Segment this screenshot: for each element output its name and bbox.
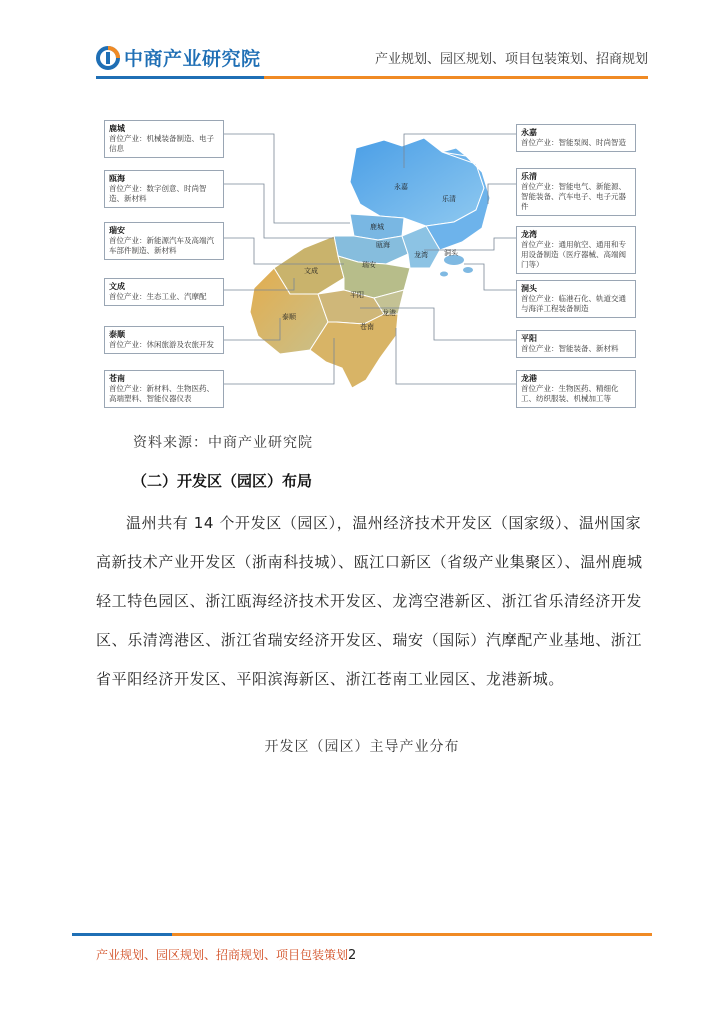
map-label-ruian: 瑞安: [362, 261, 376, 269]
map-label-ouhai: 瓯海: [376, 241, 390, 249]
map-label-leqing: 乐清: [442, 195, 456, 203]
body-paragraph: [96, 504, 652, 699]
region-yongjia: [350, 138, 484, 226]
info-box-dongtou: 洞头 首位产业：临港石化、轨道交通与海洋工程装备制造: [516, 280, 636, 318]
footer-slogan: 产业规划、园区规划、招商规划、项目包装策划: [96, 948, 349, 962]
info-box-ruian: 瑞安 首位产业：新能源汽车及高端汽车部件制造、新材料: [104, 222, 224, 260]
footer-divider-accent: [172, 933, 652, 936]
footer-divider: [72, 933, 172, 936]
info-box-yongjia: 永嘉 首位产业：智能泵阀、时尚智造: [516, 124, 636, 152]
map-label-cangnan: 苍南: [360, 323, 374, 331]
info-box-pingyang: 平阳 首位产业：智能装备、新材料: [516, 330, 636, 358]
info-box-cangnan: 苍南 首位产业：新材料、生物医药、高端塑料、智能仪器仪表: [104, 370, 224, 408]
map-label-wencheng: 文成: [304, 267, 318, 275]
logo-text: 中商产业研究院: [124, 48, 261, 70]
page-header: [0, 0, 724, 90]
map-label-yongjia: 永嘉: [394, 183, 408, 191]
paragraph-text: 温州共有 14 个开发区（园区），温州经济技术开发区（国家级）、温州国家高新技术产业开发区（浙南科技城）、瓯江口新区（省级产业集聚区）、温州鹿城轻工特色园区、浙江瓯海经济技术开发区、龙湾空港新区、浙江省乐清经济开发区、乐清湾港区、浙江省瑞安经济开发区、瑞安（国际）汽摩配产业基地、浙江省平阳经济开发区、平阳滨海新区、浙江苍南工业园区、龙港新城。: [96, 514, 643, 688]
header-slogan: 产业规划、园区规划、项目包装策划、招商规划: [374, 52, 648, 67]
info-box-longgang: 龙港 首位产业：生物医药、精细化工、纺织服装、机械加工等: [516, 370, 636, 408]
map-label-dongtou: 洞头: [444, 249, 458, 257]
info-box-leqing: 乐清 首位产业：智能电气、新能源、智能装备、汽车电子、电子元器件: [516, 168, 636, 216]
logo: [96, 44, 261, 71]
map-label-pingyang: 平阳: [350, 291, 364, 299]
figure-source: 资料来源：中商产业研究院: [133, 435, 313, 451]
map-label-longwan: 龙湾: [414, 251, 428, 259]
page-footer: [96, 946, 356, 963]
info-box-taishun: 泰顺 首位产业：休闲旅游及农旅开发: [104, 326, 224, 354]
info-box-wencheng: 文成 首位产业：生态工业、汽摩配: [104, 278, 224, 306]
logo-icon: [96, 46, 120, 70]
section-title: （二）开发区（园区）布局: [132, 472, 313, 490]
map-label-longgang: 龙港: [382, 309, 396, 317]
table-caption: 开发区（园区）主导产业分布: [264, 739, 460, 755]
info-box-ouhai: 瓯海 首位产业：数字创意、时尚智造、新材料: [104, 170, 224, 208]
map-label-taishun: 泰顺: [282, 313, 296, 321]
header-divider-accent: [264, 76, 648, 79]
industry-map-figure: [104, 118, 648, 414]
page-number: 2: [348, 948, 357, 963]
info-box-longwan: 龙湾 首位产业：通用航空、通用和专用设备制造（医疗器械、高端阀门等）: [516, 226, 636, 274]
info-box-lucheng: 鹿城 首位产业：机械装备制造、电子信息: [104, 120, 224, 158]
map-label-lucheng: 鹿城: [370, 223, 384, 231]
header-divider: [96, 76, 264, 79]
